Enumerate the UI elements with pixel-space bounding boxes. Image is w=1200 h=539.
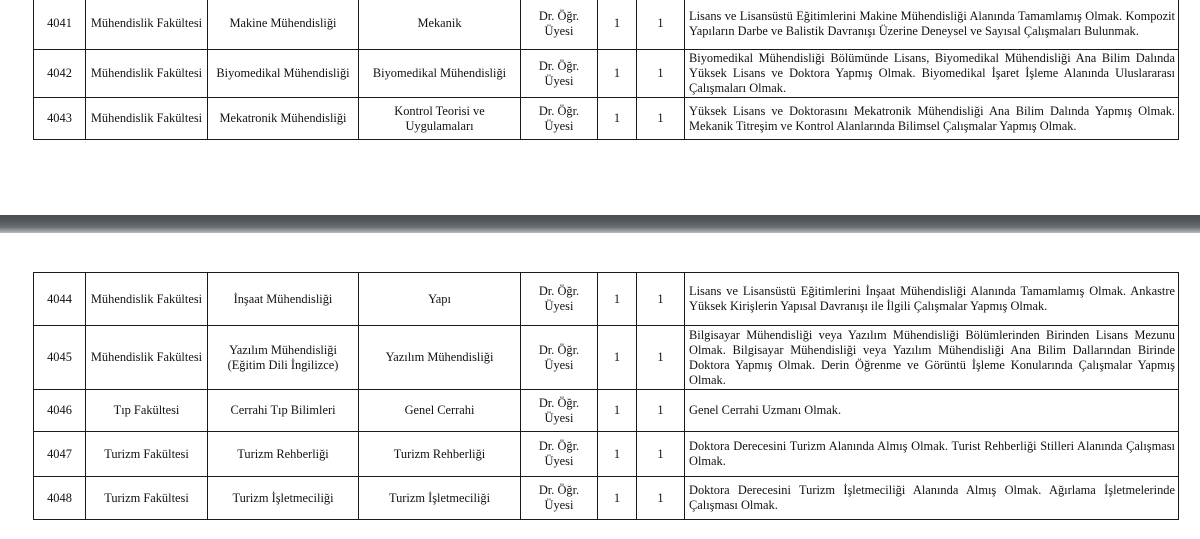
requirements-text: Lisans ve Lisansüstü Eğitimlerini İnşaat Mühendisliği Alanında Tamamlamış Olmak. Ankastre Yüksek Kirişlerin Yapısal Davranışı ile İlgili Çalışmalar Yapmış Olmak.	[685, 273, 1179, 326]
page-bottom-section	[0, 233, 1200, 539]
academic-title: Dr. Öğr. Üyesi	[521, 432, 598, 477]
position-number: 4048	[34, 477, 86, 520]
table-row	[34, 477, 1179, 520]
field-name: Turizm İşletmeciliği	[359, 477, 521, 520]
table-row	[34, 50, 1179, 98]
faculty-name: Turizm Fakültesi	[86, 432, 208, 477]
requirements-text: Yüksek Lisans ve Doktorasını Mekatronik Mühendisliği Ana Bilim Dalında Yapmış Olmak. Mekanik Titreşim ve Kontrol Alanlarında Bilimsel Çalışmalar Yapmış Olmak.	[685, 98, 1179, 140]
requirements-text: Bilgisayar Mühendisliği veya Yazılım Mühendisliği Bölümlerinden Birinden Lisans Mezunu Olmak. Bilgisayar Mühendisliği veya Yazılım Mühendisliği Ana Bilim Dallarından Birinde Doktora Yapmış Olmak. Derin Öğrenme ve Görüntü İşleme Konularında Çalışmalar Yapmış Olmak.	[685, 326, 1179, 390]
position-count: 1	[598, 390, 637, 432]
position-count: 1	[598, 50, 637, 98]
department-name: İnşaat Mühendisliği	[208, 273, 359, 326]
position-count: 1	[598, 98, 637, 140]
position-count-secondary: 1	[637, 432, 685, 477]
table-row	[34, 432, 1179, 477]
academic-title: Dr. Öğr. Üyesi	[521, 273, 598, 326]
position-number: 4043	[34, 98, 86, 140]
position-count: 1	[598, 273, 637, 326]
table-row	[34, 326, 1179, 390]
table-row	[34, 390, 1179, 432]
position-count: 1	[598, 326, 637, 390]
department-name: Mekatronik Mühendisliği	[208, 98, 359, 140]
position-number: 4044	[34, 273, 86, 326]
department-name: Makine Mühendisliği	[208, 0, 359, 50]
department-name: Cerrahi Tıp Bilimleri	[208, 390, 359, 432]
position-number: 4042	[34, 50, 86, 98]
position-count-secondary: 1	[637, 273, 685, 326]
field-name: Mekanik	[359, 0, 521, 50]
position-number: 4047	[34, 432, 86, 477]
requirements-text: Doktora Derecesini Turizm İşletmeciliği Alanında Almış Olmak. Ağırlama İşletmelerinde Çalışması Olmak.	[685, 477, 1179, 520]
field-name: Biyomedikal Mühendisliği	[359, 50, 521, 98]
academic-title: Dr. Öğr. Üyesi	[521, 98, 598, 140]
position-count-secondary: 1	[637, 50, 685, 98]
position-count: 1	[598, 432, 637, 477]
field-name: Yazılım Mühendisliği	[359, 326, 521, 390]
faculty-name: Mühendislik Fakültesi	[86, 98, 208, 140]
page-top-section	[0, 0, 1200, 215]
academic-title: Dr. Öğr. Üyesi	[521, 326, 598, 390]
academic-title: Dr. Öğr. Üyesi	[521, 50, 598, 98]
department-name: Yazılım Mühendisliği (Eğitim Dili İngilizce)	[208, 326, 359, 390]
page-separator	[0, 215, 1200, 233]
academic-title: Dr. Öğr. Üyesi	[521, 390, 598, 432]
position-number: 4041	[34, 0, 86, 50]
field-name: Kontrol Teorisi ve Uygulamaları	[359, 98, 521, 140]
requirements-text: Genel Cerrahi Uzmanı Olmak.	[685, 390, 1179, 432]
staff-positions-table-bottom	[33, 272, 1179, 520]
department-name: Turizm Rehberliği	[208, 432, 359, 477]
position-count-secondary: 1	[637, 0, 685, 50]
position-count-secondary: 1	[637, 326, 685, 390]
position-count-secondary: 1	[637, 390, 685, 432]
position-count-secondary: 1	[637, 98, 685, 140]
staff-positions-table-top	[33, 0, 1179, 140]
faculty-name: Turizm Fakültesi	[86, 477, 208, 520]
department-name: Biyomedikal Mühendisliği	[208, 50, 359, 98]
faculty-name: Mühendislik Fakültesi	[86, 273, 208, 326]
requirements-text: Doktora Derecesini Turizm Alanında Almış Olmak. Turist Rehberliği Stilleri Alanında Çalışması Olmak.	[685, 432, 1179, 477]
department-name: Turizm İşletmeciliği	[208, 477, 359, 520]
requirements-text: Lisans ve Lisansüstü Eğitimlerini Makine Mühendisliği Alanında Tamamlamış Olmak. Kompozit Yapıların Darbe ve Balistik Davranışı Üzerine Deneysel ve Sayısal Çalışmaları Bulunmak.	[685, 0, 1179, 50]
academic-title: Dr. Öğr. Üyesi	[521, 0, 598, 50]
faculty-name: Mühendislik Fakültesi	[86, 0, 208, 50]
table-row	[34, 273, 1179, 326]
table-row	[34, 98, 1179, 140]
faculty-name: Tıp Fakültesi	[86, 390, 208, 432]
requirements-text: Biyomedikal Mühendisliği Bölümünde Lisans, Biyomedikal Mühendisliği Ana Bilim Dalında Yüksek Lisans ve Doktora Yapmış Olmak. Biyomedikal İşaret İşleme Alanında Uluslararası Çalışmaları Olmak.	[685, 50, 1179, 98]
faculty-name: Mühendislik Fakültesi	[86, 50, 208, 98]
field-name: Yapı	[359, 273, 521, 326]
faculty-name: Mühendislik Fakültesi	[86, 326, 208, 390]
table-row	[34, 0, 1179, 50]
position-number: 4045	[34, 326, 86, 390]
position-count: 1	[598, 477, 637, 520]
field-name: Turizm Rehberliği	[359, 432, 521, 477]
position-count: 1	[598, 0, 637, 50]
academic-title: Dr. Öğr. Üyesi	[521, 477, 598, 520]
field-name: Genel Cerrahi	[359, 390, 521, 432]
position-number: 4046	[34, 390, 86, 432]
position-count-secondary: 1	[637, 477, 685, 520]
